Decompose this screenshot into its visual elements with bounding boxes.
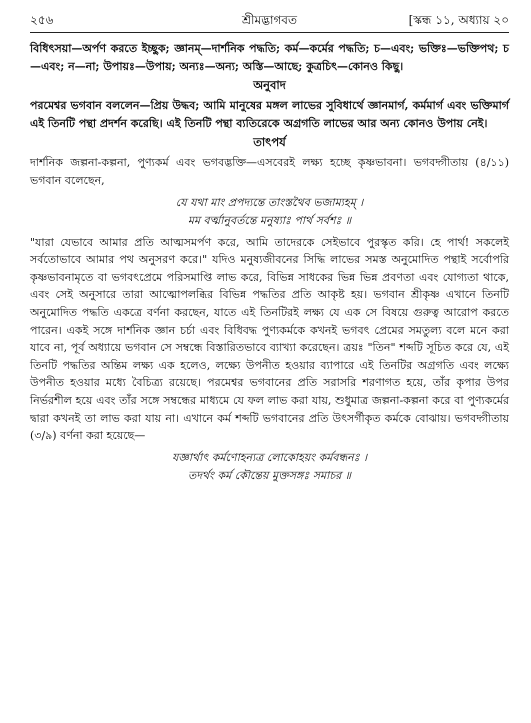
page-header	[30, 12, 509, 32]
page-number: ২৫৬	[30, 13, 54, 27]
verse-quote-1	[30, 194, 509, 230]
translation-paragraph: পরমেশ্বর ভগবান বললেন—প্রিয় উদ্ধব; আমি মানুষের মঙ্গল লাভের সুবিধার্থে জ্ঞানমার্গ, কর্মমার্গ এবং ভক্তিমার্গ এই তিনটি পন্থা প্রদর্শন করেছি। এই তিনটি পন্থা ব্যতিরেকে অগ্রগতি লাভের আর অন্য কোনও উপায় নেই।	[30, 99, 509, 130]
book-title: শ্রীমদ্ভাগবত	[241, 13, 297, 27]
verse-1-line-2: মম বর্ত্মানুবর্তন্তে মনুষ্যাঃ পার্থ সর্বশঃ ॥	[187, 213, 352, 227]
header-divider	[30, 32, 509, 33]
purport-intro: দার্শনিক জল্পনা-কল্পনা, পুণ্যকর্ম এবং ভগবদ্ভক্তি—এসবেরই লক্ষ্য হচ্ছে কৃষ্ণভাবনা। ভগবদ্গীতায় (৪/১১) ভগবান বলেছেন,	[30, 156, 509, 187]
verse-quote-2	[30, 449, 509, 485]
section-reference: [স্কন্ধ ১১, অধ্যায় ২০	[408, 13, 509, 27]
verse-1-line-1: যে যথা মাং প্রপদ্যন্তে তাংস্তথৈব ভজাম্যহম্ ।	[175, 195, 364, 209]
verse-2-line-2: তদর্থং কর্ম কৌন্তেয় মুক্তসঙ্গঃ সমাচর ॥	[188, 468, 351, 482]
purport-body: "যারা যেভাবে আমার প্রতি আত্মসমর্পণ করে, আমি তাদেরকে সেইভাবে পুরস্কৃত করি। হে পার্থ! সকলেই সর্বতোভাবে আমার পথ অনুসরণ করে।" যদিও মনুষ্যজীবনের সিদ্ধি লাভের সমস্ত অনুমোদিত পন্থাই সর্বোপরি কৃষ্ণভাবনামৃতে বা ভগবৎপ্রেমে পরিসমাপ্তি লাভ করে, বিভিন্ন সাধকের ভিন্ন ভিন্ন প্রবণতা এবং যোগ্যতা থাকে, এবং সেই অনুসারে তারা আত্মোপলব্ধির বিভিন্ন পদ্ধতির প্রতি আকৃষ্ট হয়। ভগবান শ্রীকৃষ্ণ এখানে তিনটি অনুমোদিত পদ্ধতি একত্রে বর্ণনা করছেন, যাতে এই তিনটিরই লক্ষ্য যে এক সে বিষয়ে গুরুত্ব আরোপ করতে পারেন। একই সঙ্গে দার্শনিক জ্ঞান চর্চা এবং বিধিবদ্ধ পুণ্যকর্মকে কখনই ভগবৎ প্রেমের সমতুল্য বলে মনে করা যাবে না, পূর্ব অধ্যায়ে ভগবান সে সম্বন্ধে বিস্তারিতভাবে ব্যাখ্যা করেছেন। ত্রয়ঃ "তিন" শব্দটি সূচিত করে যে, এই তিনটি পদ্ধতির অন্তিম লক্ষ্য এক হলেও, লক্ষ্যে উপনীত হওয়ার ব্যাপারে এই তিনটির অগ্রগতি এবং লক্ষ্যে উপনীত হওয়ার মধ্যে বৈচিত্র্য রয়েছে। পরমেশ্বর ভগবানের প্রতি সরাসরি শরণাগত হয়ে, তাঁর কৃপার উপর নির্ভরশীল হয়ে এবং তাঁর সঙ্গে সম্বন্ধের মাধ্যমে যে ফল লাভ করা যায়, শুধুমাত্র জল্পনা-কল্পনা করে বা পুণ্যকর্মের দ্বারা কখনই তা লাভ করা যায় না। এখানে কর্ম শব্দটি ভগবানের প্রতি উৎসর্গীকৃত কর্মকে বোঝায়। ভগবদ্গীতায় (৩/৯) বর্ণনা করা হয়েছে—	[30, 235, 509, 443]
verse-2-line-1: যজ্ঞার্থাৎ কর্মণোহন্যত্র লোকোহয়ং কর্মবন্ধনঃ ।	[171, 450, 368, 464]
page-content	[30, 40, 509, 489]
translation-heading: অনুবাদ	[253, 78, 286, 93]
synonyms-paragraph: বিধিৎসয়া—অর্পণ করতে ইচ্ছুক; জ্ঞানম্—দার্শনিক পদ্ধতি; কর্ম—কর্মের পদ্ধতি; চ—এবং; ভক্তিঃ—ভক্তিপথ; চ—এবং; ন—না; উপায়ঃ—উপায়; অন্যঃ—অন্য; অস্তি—আছে; কুত্রচিৎ—কোনও কিছু।	[30, 42, 509, 73]
purport-heading: তাৎপর্য	[253, 135, 286, 150]
